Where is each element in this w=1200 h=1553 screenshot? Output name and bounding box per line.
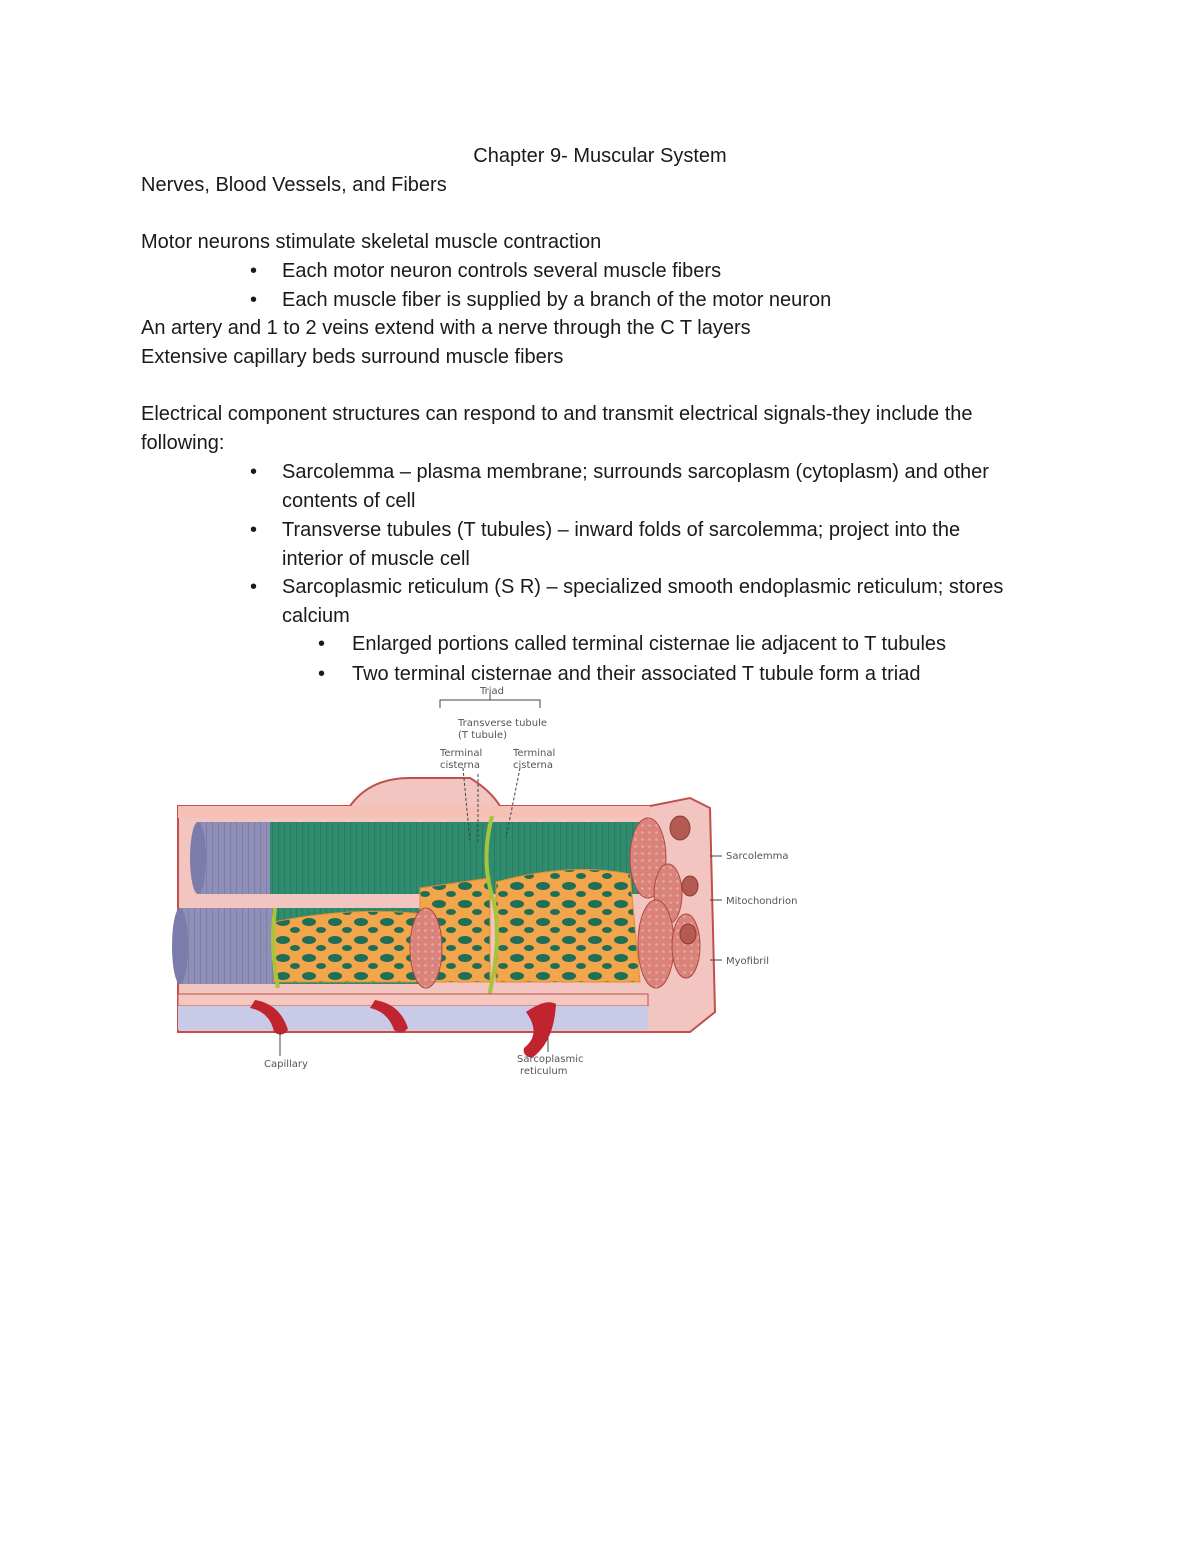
sub-bullet-marker: •	[318, 663, 326, 685]
artery-line: An artery and 1 to 2 veins extend with a nerve through the C T layers	[141, 317, 751, 339]
electrical-intro: Electrical component structures can respond to and transmit electrical signals-they include the	[141, 403, 973, 425]
label-capillary: Capillary	[264, 1059, 308, 1070]
muscle-fiber-diagram	[170, 682, 820, 1082]
electrical-bullet: Transverse tubules (T tubules) – inward folds of sarcolemma; project into the	[282, 519, 961, 541]
bullet-marker: •	[250, 289, 258, 311]
motor-bullet: Each motor neuron controls several muscle fibers	[282, 260, 722, 282]
label-sarcoplasmic-reticulum: Sarcoplasmic	[517, 1054, 584, 1065]
bullet-marker: •	[250, 576, 258, 598]
bullet-marker: •	[250, 260, 258, 282]
label-sarcolemma: Sarcolemma	[726, 851, 789, 862]
section-heading: Nerves, Blood Vessels, and Fibers	[141, 174, 447, 196]
electrical-bullet-cont: contents of cell	[282, 490, 416, 512]
label-terminal-cisterna-right-2: cisterna	[513, 760, 553, 771]
label-mitochondrion: Mitochondrion	[726, 896, 798, 907]
electrical-bullet: Sarcolemma – plasma membrane; surrounds sarcoplasm (cytoplasm) and other	[282, 461, 989, 483]
label-triad: Triad	[480, 686, 505, 697]
capillary-line: Extensive capillary beds surround muscle fibers	[141, 346, 564, 368]
bottom-sheath	[178, 994, 648, 1030]
electrical-bullet-cont: calcium	[282, 605, 350, 627]
bullet-marker: •	[250, 519, 258, 541]
sub-bullet: Enlarged portions called terminal cisternae lie adjacent to T tubules	[352, 633, 947, 655]
bullet-marker: •	[250, 461, 258, 483]
sub-bullet-marker: •	[318, 633, 326, 655]
label-sarcoplasmic-reticulum-2: reticulum	[520, 1066, 568, 1077]
label-t-tubule: (T tubule)	[458, 730, 507, 741]
sub-bullet: Two terminal cisternae and their associated T tubule form a triad	[352, 663, 921, 685]
label-terminal-cisterna-right: Terminal	[513, 748, 556, 759]
label-terminal-cisterna-left: Terminal	[440, 748, 483, 759]
label-myofibril: Myofibril	[726, 956, 769, 967]
label-transverse-tubule: Transverse tubule	[458, 718, 548, 729]
electrical-bullet: Sarcoplasmic reticulum (S R) – specialized smooth endoplasmic reticulum; stores	[282, 576, 1004, 598]
electrical-intro-cont: following:	[141, 432, 225, 454]
page-title: Chapter 9- Muscular System	[473, 145, 727, 167]
motor-intro: Motor neurons stimulate skeletal muscle contraction	[141, 231, 602, 253]
electrical-bullet-cont: interior of muscle cell	[282, 548, 470, 570]
label-terminal-cisterna-left-2: cisterna	[440, 760, 480, 771]
motor-bullet: Each muscle fiber is supplied by a branch of the motor neuron	[282, 289, 832, 311]
